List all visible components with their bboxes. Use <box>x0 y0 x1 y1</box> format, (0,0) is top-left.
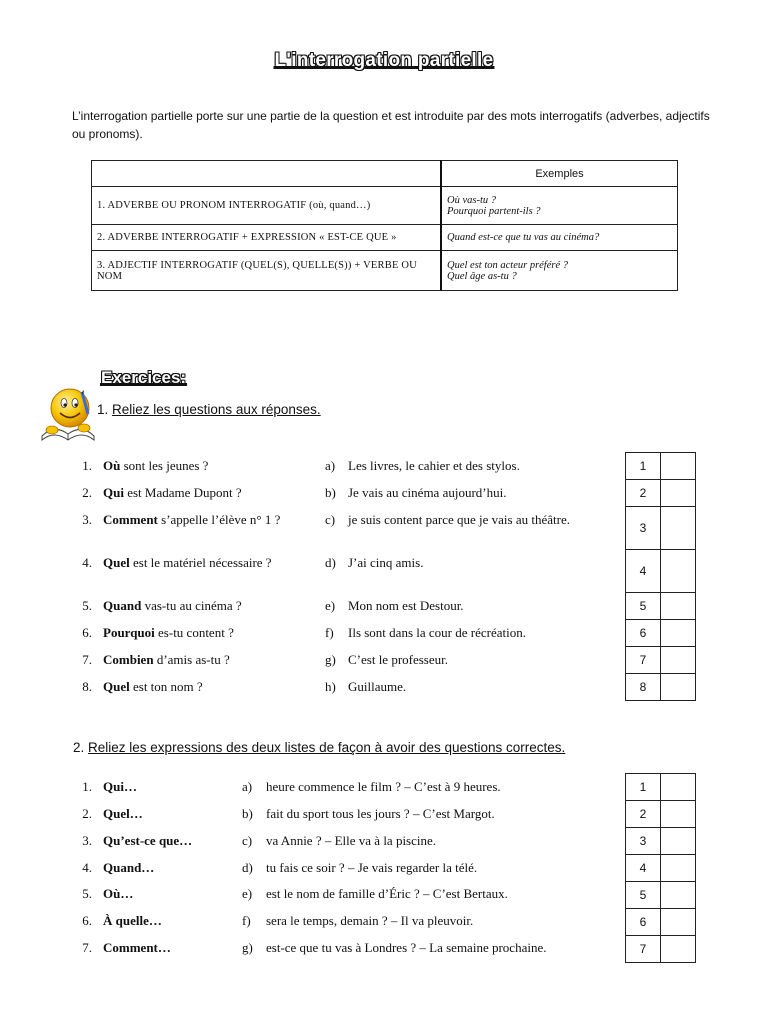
grid-number: 8 <box>626 674 661 701</box>
question-word: Qui <box>103 485 124 500</box>
grammar-row: 1. ADVERBE OU PRONOM INTERROGATIF (où, quand…) Où vas-tu ? Pourquoi partent-ils ? <box>92 187 678 225</box>
answer-text: heure commence le film ? – C’est à 9 heures. <box>266 779 501 794</box>
question-rest: es-tu content ? <box>154 625 234 640</box>
answer-text: va Annie ? – Elle va à la piscine. <box>266 833 437 848</box>
question-text <box>103 555 298 570</box>
answer-letter: c) <box>242 833 253 848</box>
answer-text: est le nom de famille d’Éric ? – C’est Bertaux. <box>266 886 508 901</box>
answer-cell[interactable] <box>661 855 696 882</box>
question-rest: est le matériel nécessaire ? <box>129 555 272 570</box>
question-text <box>103 598 298 613</box>
answer-cell[interactable] <box>661 620 696 647</box>
question-text: Où… <box>103 886 134 901</box>
grid-number: 1 <box>626 453 661 480</box>
question-text <box>103 652 298 667</box>
question-number: 3. <box>82 512 92 527</box>
question-number: 5. <box>82 886 92 901</box>
grid-number: 2 <box>626 801 661 828</box>
question-word: Pourquoi <box>103 625 155 640</box>
answer-cell[interactable] <box>661 882 696 909</box>
grammar-row: 2. ADVERBE INTERROGATIF + EXPRESSION « EST-CE QUE » Quand est-ce que tu vas au cinéma? <box>92 225 678 251</box>
grammar-row: 3. ADJECTIF INTERROGATIF (QUEL(S), QUELLE(S)) + VERBE OU NOM Quel est ton acteur préféré ? Quel âge as-tu ? <box>92 251 678 291</box>
question-number: 7. <box>82 652 92 667</box>
answer-letter: d) <box>242 860 253 875</box>
question-text <box>103 458 298 473</box>
question-number: 2. <box>82 485 92 500</box>
question-text <box>103 512 298 527</box>
question-word: Quel <box>103 679 130 694</box>
grid-number: 5 <box>626 882 661 909</box>
question-number: 3. <box>82 833 92 848</box>
question-number: 5. <box>82 598 92 613</box>
question-word: Comment <box>103 512 158 527</box>
question-number: 2. <box>82 806 92 821</box>
answer-text: Ils sont dans la cour de récréation. <box>348 625 526 640</box>
question-text <box>103 679 298 694</box>
grid-number: 7 <box>626 647 661 674</box>
answer-letter: a) <box>325 458 336 473</box>
answer-letter: f) <box>325 625 334 640</box>
question-rest: vas-tu au cinéma ? <box>141 598 242 613</box>
answer-letter: e) <box>325 598 336 613</box>
examples-header: Exemples <box>441 161 678 187</box>
question-rest: d’amis as-tu ? <box>153 652 230 667</box>
question-text: À quelle… <box>103 913 162 928</box>
answer-text: Je vais au cinéma aujourd’hui. <box>348 485 507 500</box>
question-word: Où <box>103 458 121 473</box>
question-number: 8. <box>82 679 92 694</box>
question-rest: s’appelle l’élève n° 1 ? <box>157 512 281 527</box>
question-text: Quel… <box>103 806 143 821</box>
intro-paragraph: L’interrogation partielle porte sur une partie de la question et est introduite par des mots interrogatifs (adverbes, adjectifs ou pronoms). <box>72 109 710 141</box>
answer-cell[interactable] <box>661 674 696 701</box>
grid-number: 3 <box>626 507 661 550</box>
grid-number: 6 <box>626 909 661 936</box>
question-number: 1. <box>82 779 92 794</box>
question-text <box>103 625 298 640</box>
answer-text: Guillaume. <box>348 679 407 694</box>
answer-letter: e) <box>242 886 253 901</box>
answer-cell[interactable] <box>661 507 696 550</box>
answer-grid-1 <box>625 452 696 701</box>
answer-text: Les livres, le cahier et des stylos. <box>348 458 520 473</box>
question-word: Quand <box>103 598 142 613</box>
answer-letter: g) <box>325 652 336 667</box>
question-number: 1. <box>82 458 92 473</box>
answer-text: Mon nom est Destour. <box>348 598 464 613</box>
grid-number: 6 <box>626 620 661 647</box>
answer-letter: b) <box>325 485 336 500</box>
exercise1-title: 1. Reliez les questions aux réponses. <box>97 402 321 417</box>
answer-text: tu fais ce soir ? – Je vais regarder la télé. <box>266 860 478 875</box>
question-number: 4. <box>82 860 92 875</box>
answer-letter: a) <box>242 779 253 794</box>
answer-cell[interactable] <box>661 480 696 507</box>
answer-text: C’est le professeur. <box>348 652 449 667</box>
answer-text: sera le temps, demain ? – Il va pleuvoir. <box>266 913 474 928</box>
grammar-table <box>91 160 678 291</box>
question-text: Qu’est-ce que… <box>103 833 193 848</box>
question-number: 7. <box>82 940 92 955</box>
answer-text: fait du sport tous les jours ? – C’est Margot. <box>266 806 495 821</box>
grid-number: 4 <box>626 550 661 593</box>
answer-cell[interactable] <box>661 936 696 963</box>
grid-number: 2 <box>626 480 661 507</box>
answer-letter: d) <box>325 555 336 570</box>
answer-text: J’ai cinq amis. <box>348 555 424 570</box>
answer-cell[interactable] <box>661 774 696 801</box>
page-title: L'interrogation partielle <box>274 50 494 71</box>
answer-letter: b) <box>242 806 253 821</box>
question-number: 6. <box>82 625 92 640</box>
grid-number: 7 <box>626 936 661 963</box>
grid-number: 3 <box>626 828 661 855</box>
question-word: Quel <box>103 555 130 570</box>
answer-text: est-ce que tu vas à Londres ? – La semaine prochaine. <box>266 940 547 955</box>
answer-letter: g) <box>242 940 253 955</box>
question-word: Combien <box>103 652 154 667</box>
answer-cell[interactable] <box>661 453 696 480</box>
question-number: 4. <box>82 555 92 570</box>
grid-number: 1 <box>626 774 661 801</box>
question-rest: est ton nom ? <box>129 679 203 694</box>
answer-cell[interactable] <box>661 593 696 620</box>
answer-letter: h) <box>325 679 336 694</box>
answer-letter: f) <box>242 913 251 928</box>
grid-number: 4 <box>626 855 661 882</box>
smiley-writing-icon <box>38 384 98 446</box>
answer-grid-2 <box>625 773 696 963</box>
question-rest: sont les jeunes ? <box>120 458 209 473</box>
exercise2-title: 2. Reliez les expressions des deux listes de façon à avoir des questions correctes. <box>73 740 566 755</box>
question-text: Comment… <box>103 940 171 955</box>
question-text: Qui… <box>103 779 137 794</box>
answer-cell[interactable] <box>661 647 696 674</box>
exercises-heading: Exercices: <box>101 368 187 387</box>
question-text <box>103 485 298 500</box>
answer-cell[interactable] <box>661 909 696 936</box>
question-text: Quand… <box>103 860 155 875</box>
question-rest: est Madame Dupont ? <box>123 485 242 500</box>
grid-number: 5 <box>626 593 661 620</box>
question-number: 6. <box>82 913 92 928</box>
answer-cell[interactable] <box>661 550 696 593</box>
answer-cell[interactable] <box>661 801 696 828</box>
answer-text: je suis content parce que je vais au théâtre. <box>348 512 570 527</box>
answer-cell[interactable] <box>661 828 696 855</box>
answer-letter: c) <box>325 512 336 527</box>
